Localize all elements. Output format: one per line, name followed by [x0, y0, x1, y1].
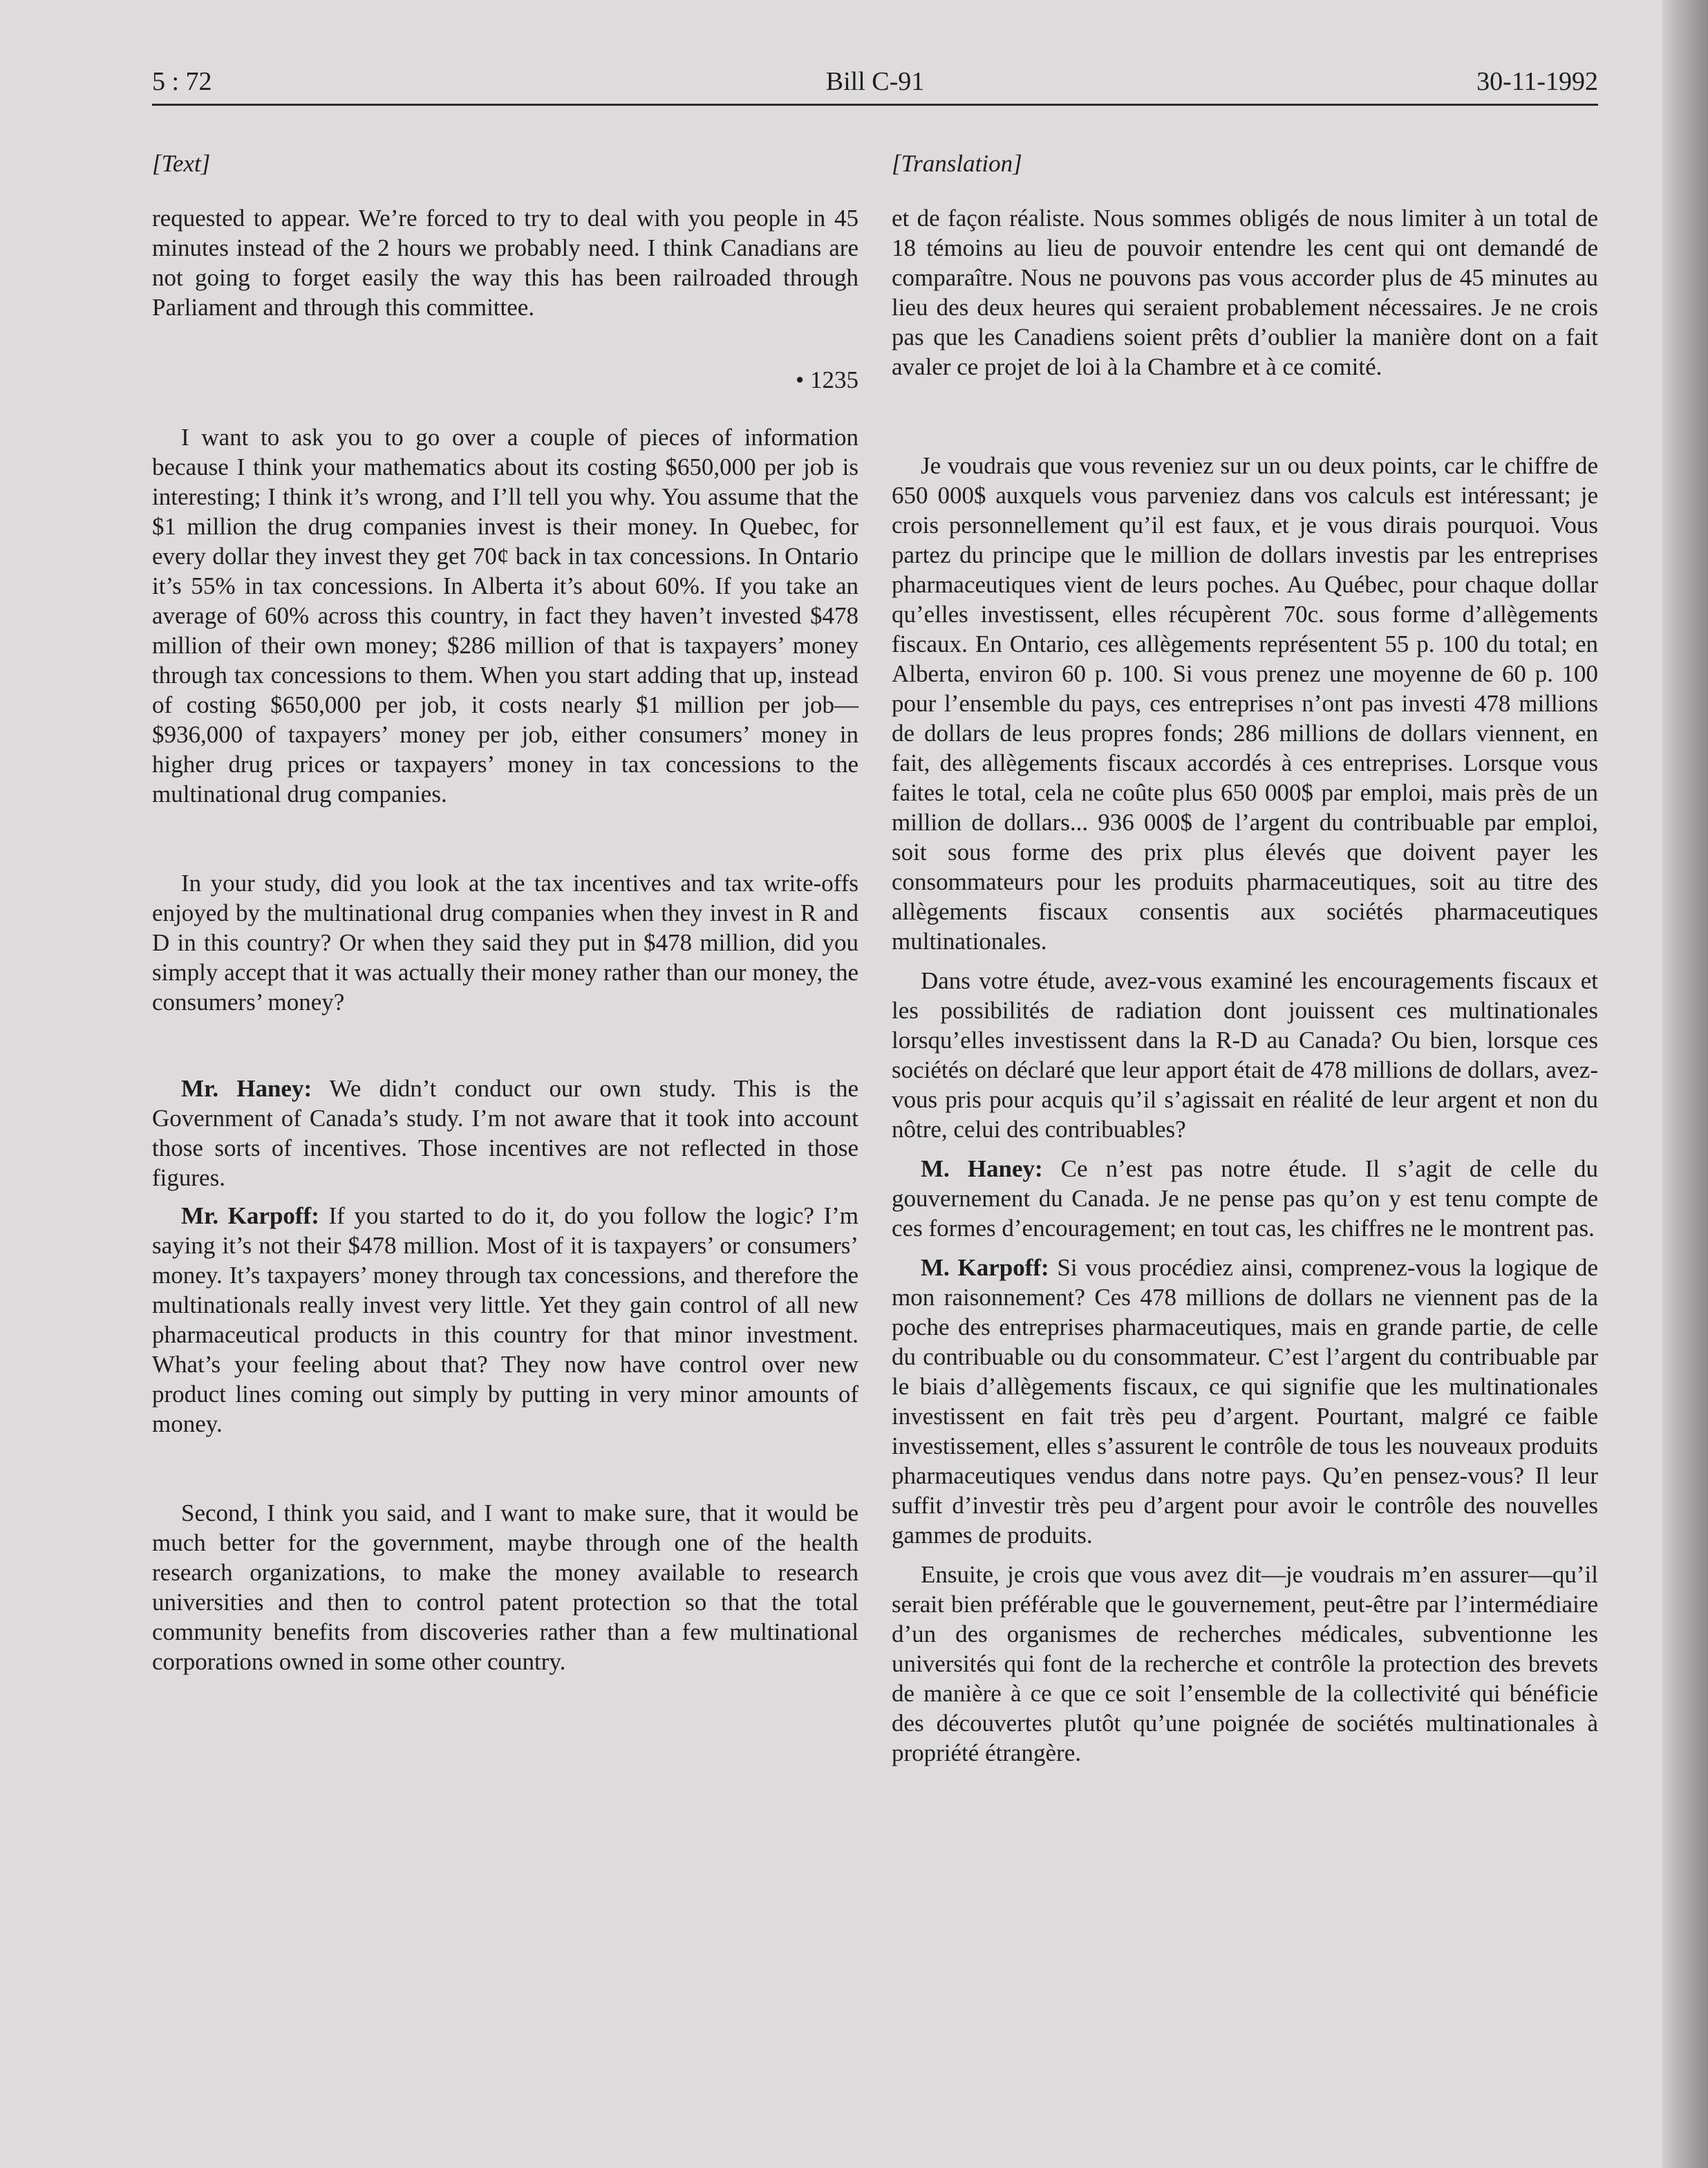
- speaker-haney: Mr. Haney:: [181, 1075, 312, 1102]
- timestamp: • 1235: [795, 366, 858, 393]
- french-paragraph-1: et de façon réaliste. Nous sommes obligés de nous limiter à un total de 18 témoins au lieu de pouvoir entendre les cent qui ont demandé de comparaître. Nous ne pouvons pas vous accorder plus de 45 minutes au lieu des deux heures qui seraient probablement nécessaires. Je ne crois pas que les Canadiens soient prêts d’oublier la manière dont on a fait avaler ce projet de loi à la Chambre et à ce comité.: [892, 205, 1598, 380]
- french-paragraph-4: M. Haney: Ce n’est pas notre étude. Il s’agit de celle du gouvernement du Canada. Je ne pense pas qu’on y est tenu compte de ces formes d’encouragement; en tout cas, les chiffres ne le montrent pas.: [892, 1155, 1598, 1242]
- speaker-karpoff: Mr. Karpoff:: [181, 1202, 319, 1229]
- column-heading-text: [Text]: [152, 150, 211, 177]
- page-header: [152, 66, 1598, 108]
- english-paragraph-3: In your study, did you look at the tax incentives and tax write-offs enjoyed by the multinational drug companies when they invest in R and D in this country? Or when they said they put in $478 million, did you simply accept that it was actually their money rather than our money, the consumers’ money?: [152, 870, 858, 1016]
- page-reference: 5 : 72: [152, 67, 212, 96]
- speaker-karpoff-fr: M. Karpoff:: [921, 1254, 1049, 1281]
- speaker-haney-fr: M. Haney:: [921, 1155, 1043, 1182]
- english-column: [152, 149, 858, 1676]
- bill-title: Bill C-91: [825, 67, 925, 96]
- header-rule: [152, 104, 1598, 106]
- english-paragraph-6: Second, I think you said, and I want to make sure, that it would be much better for the government, maybe through one of the health research organizations, to make the money available to research universities and then to control patent protection so that the total community benefits from discoveries rather than a few multinational corporations owned in some other country.: [152, 1499, 858, 1675]
- french-paragraph-5: M. Karpoff: Si vous procédiez ainsi, comprenez-vous la logique de mon raisonnement? Ces 478 millions de dollars ne viennent pas de la poche des entreprises pharmaceutiques, mais en grande partie, de celle du contribuable ou du consommateur. C’est l’argent du contribuable par le biais d’allègements fiscaux, ce qui signifie que les multinationales investissent en fait très peu d’argent. Pourtant, malgré ce faible investissement, elles s’assurent le contrôle de tous les nouveaux produits pharmaceutiques vendus dans notre pays. Qu’en pensez-vous? Il leur suffit d’investir très peu d’argent pour avoir le contrôle des nouvelles gammes de produits.: [892, 1254, 1598, 1549]
- english-paragraph-1: requested to appear. We’re forced to try to deal with you people in 45 minutes instead of the 2 hours we probably need. I think Canadians are not going to forget easily the way this has been railroaded through Parliament and through this committee.: [152, 205, 858, 321]
- column-heading-translation: [Translation]: [892, 150, 1022, 177]
- page-edge-shadow: [1662, 0, 1708, 2168]
- english-paragraph-5: Mr. Karpoff: If you started to do it, do you follow the logic? I’m saying it’s not their $478 million. Most of it is taxpayers’ or consumers’ money. It’s taxpayers’ money through tax concessions, and therefore the multinationals really invest very little. Yet they gain control of all new pharmaceutical products in this country for that minor investment. What’s your feeling about that? They now have control over new product lines coming out simply by putting in very minor amounts of money.: [152, 1202, 859, 1437]
- header-date: 30-11-1992: [1476, 67, 1598, 96]
- french-paragraph-2: Je voudrais que vous reveniez sur un ou deux points, car le chiffre de 650 000$ auxquels vous parveniez dans vos calculs est intéressant; je crois personnellement qu’il est faux, et je vous dirais pourquoi. Vous partez du principe que le million de dollars investis par les entreprises pharmaceutiques vient de leurs poches. Au Québec, pour chaque dollar qu’elles investissent, elles récupèrent 70c. sous forme d’allègements fiscaux. En Ontario, ces allègements représentent 55 p. 100 du total; en Alberta, environ 60 p. 100. Si vous prenez une moyenne de 60 p. 100 pour l’ensemble du pays, ces entreprises n’ont pas investi 478 millions de dollars de leus propres fonds; 286 millions de dollars viennent, en fait, des allègements fiscaux accordés à ces entreprises. Lorsque vous faites le total, cela ne coûte plus 650 000$ par emploi, mais près de un million de dollars... 936 000$ de l’argent du contribuable par emploi, soit sous forme des prix plus élevés que doivent payer les consommateurs pour les produits pharmaceutiques, soit au titre des allègements fiscaux consentis aux sociétés pharmaceutiques multinationales.: [892, 452, 1598, 955]
- french-column: [892, 149, 1598, 1768]
- english-paragraph-4: Mr. Haney: We didn’t conduct our own study. This is the Government of Canada’s study. I’m not aware that it took into account those sorts of incentives. Those incentives are not reflected in those figures.: [152, 1075, 858, 1191]
- english-paragraph-2: I want to ask you to go over a couple of pieces of information because I think your mathematics about its costing $650,000 per job is interesting; I think it’s wrong, and I’ll tell you why. You assume that the $1 million the drug companies invest is their money. In Quebec, for every dollar they invest they get 70¢ back in tax concessions. In Ontario it’s 55% in tax concessions. In Alberta it’s about 60%. If you take an average of 60% across this country, in fact they haven’t invested $478 million of their own money; $286 million of that is taxpayers’ money through tax concessions to them. When you start adding that up, instead of costing $650,000 per job, it costs nearly $1 million per job—$936,000 of taxpayers’ money per job, either consumers’ money in higher drug prices or taxpayers’ money in tax concessions to the multinational drug companies.: [152, 424, 858, 807]
- french-paragraph-6: Ensuite, je crois que vous avez dit—je voudrais m’en assurer—qu’il serait bien préférable que le gouvernement, peut-être par l’intermédiaire d’un des organismes de recherches médicales, subventionne les universités qui font de la recherche et contrôle la protection des brevets de manière à ce que ce soit l’ensemble de la collectivité qui bénéficie des découvertes plutôt qu’une poignée de sociétés multinationales à propriété étrangère.: [892, 1561, 1598, 1766]
- french-paragraph-3: Dans votre étude, avez-vous examiné les encouragements fiscaux et les possibilités de radiation dont jouissent ces multinationales lorsqu’elles investissent dans la R-D au Canada? Ou bien, lorsque ces sociétés on déclaré que leur apport était de 478 millions de dollars, avez-vous pris pour acquis qu’il s’agissait en réalité de leur argent et non du nôtre, celui des contribuables?: [892, 967, 1598, 1143]
